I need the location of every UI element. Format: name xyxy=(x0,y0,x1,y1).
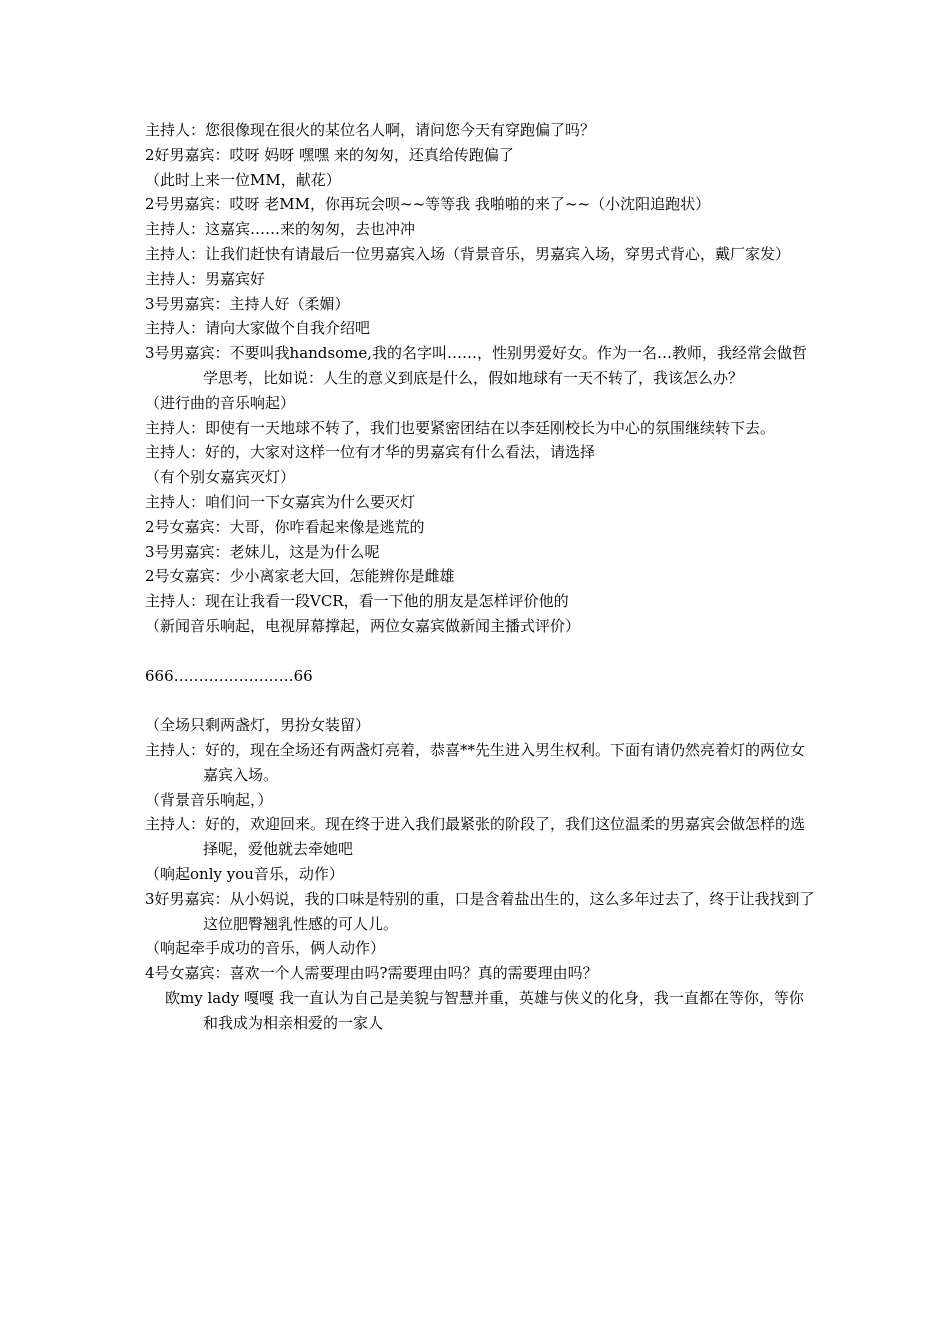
text-line: （此时上来一位MM，献花） xyxy=(145,170,341,189)
text-line: （有个别女嘉宾灭灯） xyxy=(145,468,296,487)
text-line: （背景音乐响起，） xyxy=(145,790,273,809)
blank-line xyxy=(145,639,815,664)
text-line: 主持人：请向大家做个自我介绍吧 xyxy=(145,319,371,338)
text-line: 666……………………66 xyxy=(145,666,313,685)
text-line: 主持人：您很像现在很火的某位名人啊，请问您今天有穿跑偏了吗？ xyxy=(145,121,596,139)
text-line: 主持人：好的，欢迎回来。现在终于进入我们最紧张的阶段了，我们这位温柔的男嘉宾会做怎样的选择呢，爱他就去牵她吧 xyxy=(145,815,806,859)
script-body xyxy=(145,118,815,1035)
text-line: 4号女嘉宾：喜欢一个人需要理由吗?需要理由吗？真的需要理由吗？ xyxy=(145,964,598,983)
text-line: 2号女嘉宾：少小离家老大回，怎能辨你是雌雄 xyxy=(145,567,455,586)
text-line: 主持人：好的，大家对这样一位有才华的男嘉宾有什么看法，请选择 xyxy=(145,443,596,462)
text-line: （响起only you音乐，动作） xyxy=(145,864,344,883)
text-line: 主持人：现在让我看一段VCR，看一下他的朋友是怎样评价他的 xyxy=(145,592,569,611)
text-line: 3号男嘉宾：老妹儿，这是为什么呢 xyxy=(145,542,380,561)
text-line: （全场只剩两盏灯，男扮女装留） xyxy=(145,716,371,735)
text-line: 主持人：这嘉宾……来的匆匆，去也冲冲 xyxy=(145,220,416,239)
text-line: 主持人：让我们赶快有请最后一位男嘉宾入场（背景音乐，男嘉宾入场，穿男式背心，戴厂家发） xyxy=(145,244,791,263)
text-line: 2号男嘉宾：哎呀 老MM，你再玩会呗~~等等我 我啪啪的来了~~（小沈阳追跑状） xyxy=(145,195,711,214)
text-line: 主持人：咱们问一下女嘉宾为什么要灭灯 xyxy=(145,492,416,511)
text-line: 2号女嘉宾：大哥，你咋看起来像是逃荒的 xyxy=(145,517,425,536)
blank-line xyxy=(145,688,815,713)
text-line: 主持人：男嘉宾好 xyxy=(145,269,266,288)
text-line: 3好男嘉宾：从小妈说，我的口味是特别的重，口是含着盐出生的，这么多年过去了，终于让我找到了这位肥臀翘乳性感的可人儿。 xyxy=(145,889,815,933)
text-line: 主持人：好的，现在全场还有两盏灯亮着，恭喜**先生进入男生权利。下面有请仍然亮着灯的两位女嘉宾入场。 xyxy=(145,740,806,784)
text-line: 2好男嘉宾：哎呀 妈呀 嘿嘿 来的匆匆，还真给传跑偏了 xyxy=(145,145,514,164)
text-line: （进行曲的音乐响起） xyxy=(145,393,296,412)
text-line: 欧my lady 嘎嘎 我一直认为自己是美貌与智慧并重，英雄与侠义的化身，我一直都在等你，等你和我成为相亲相爱的一家人 xyxy=(165,988,804,1032)
text-line: 主持人：即使有一天地球不转了，我们也要紧密团结在以李廷刚校长为中心的氛围继续转下去。 xyxy=(145,418,776,437)
text-line: （新闻音乐响起，电视屏幕撑起，两位女嘉宾做新闻主播式评价） xyxy=(145,616,581,635)
text-line: 3号男嘉宾：不要叫我handsome,我的名字叫……，性别男爱好女。作为一名…教师，我经常会做哲学思考，比如说：人生的意义到底是什么，假如地球有一天不转了，我该怎么办？ xyxy=(145,344,808,387)
text-line: 3号男嘉宾：主持人好（柔媚） xyxy=(145,294,350,313)
text-line: （响起牵手成功的音乐，俩人动作） xyxy=(145,939,386,958)
